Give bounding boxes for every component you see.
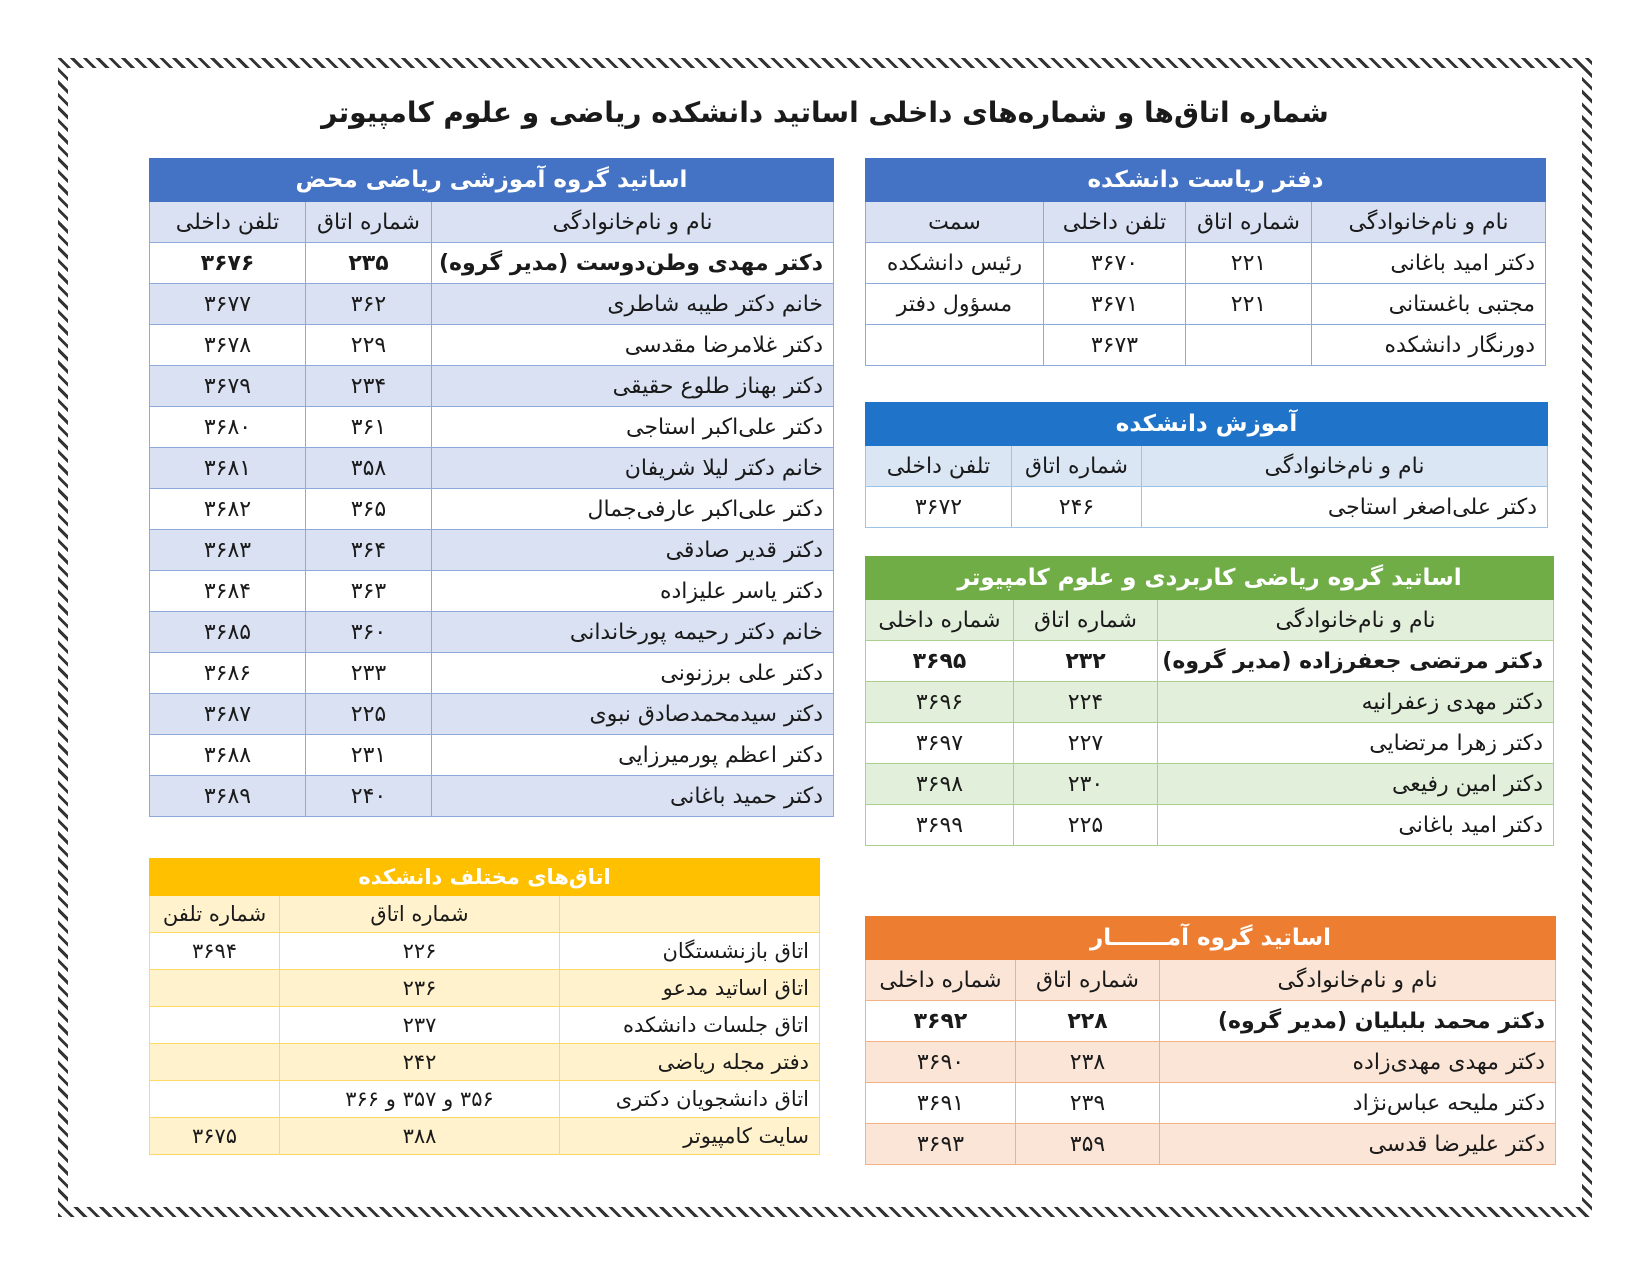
cell-phone: ۳۶۹۶ [865,682,1013,723]
cell-name: خانم دکتر رحیمه پورخاندانی [432,612,834,653]
cell-room: ۲۳۵ [306,243,432,284]
table-row [150,1044,820,1081]
cell-phone: ۳۶۷۳ [1044,325,1186,366]
cell-name: دکتر مهدی وطن‌دوست (مدیر گروه) [432,243,834,284]
cell-name: دکتر غلامرضا مقدسی [432,325,834,366]
cell-room: ۳۶۳ [306,571,432,612]
cell-room: ۳۸۸ [280,1118,560,1155]
table-row [150,243,834,284]
cell-phone: ۳۶۸۵ [150,612,306,653]
table-row [150,776,834,817]
table-row [150,694,834,735]
table-row [150,933,820,970]
cell-name: دکتر علی‌اصغر استاجی [1142,487,1548,528]
cell-phone: ۳۶۸۰ [150,407,306,448]
cell-position: رئیس دانشکده [865,243,1043,284]
cell-room: ۲۳۷ [280,1007,560,1044]
cell-phone: ۳۶۸۳ [150,530,306,571]
cell-phone: ۳۶۷۵ [150,1118,280,1155]
cell-phone: ۳۶۸۶ [150,653,306,694]
table-row [150,653,834,694]
table-row [150,612,834,653]
column-header: نام و نام‌خانوادگی [1158,600,1554,641]
cell-room: ۲۲۷ [1014,723,1158,764]
cell-phone: ۳۶۹۲ [865,1001,1015,1042]
table-row [865,723,1553,764]
table-row [865,682,1553,723]
table-title: اتاق‌های مختلف دانشکده [150,859,820,896]
cell-room-name: اتاق دانشجویان دکتری [560,1081,820,1118]
cell-room: ۲۲۱ [1186,284,1312,325]
cell-phone: ۳۶۸۸ [150,735,306,776]
cell-room: ۲۲۱ [1186,243,1312,284]
cell-phone: ۳۶۸۴ [150,571,306,612]
cell-room: ۳۶۵ [306,489,432,530]
table-row [150,1118,820,1155]
cell-phone: ۳۶۹۱ [865,1083,1015,1124]
cell-room: ۲۲۹ [306,325,432,366]
cell-phone: ۳۶۸۲ [150,489,306,530]
table-row [150,1081,820,1118]
cell-phone: ۳۶۹۸ [865,764,1013,805]
column-header: شماره اتاق [1016,960,1160,1001]
column-header: نام و نام‌خانوادگی [1312,202,1546,243]
cell-phone: ۳۶۷۲ [866,487,1012,528]
cell-name: دکتر محمد بلبلیان (مدیر گروه) [1160,1001,1556,1042]
table-row [865,284,1545,325]
cell-name: دکتر علی‌اکبر استاجی [432,407,834,448]
cell-name: دکتر امید باغانی [1312,243,1546,284]
cell-name: دکتر ملیحه عباس‌نژاد [1160,1083,1556,1124]
cell-room: ۲۴۶ [1012,487,1142,528]
table-row [150,489,834,530]
cell-room: ۳۶۱ [306,407,432,448]
table-row [150,284,834,325]
cell-name: دکتر مرتضی جعفرزاده (مدیر گروه) [1158,641,1554,682]
column-header: شماره داخلی [865,960,1015,1001]
cell-phone: ۳۶۸۹ [150,776,306,817]
cell-room-name: اتاق اساتید مدعو [560,970,820,1007]
cell-room: ۲۳۱ [306,735,432,776]
table-title: آموزش دانشکده [866,403,1548,446]
cell-room-name: دفتر مجله ریاضی [560,1044,820,1081]
cell-room: ۲۳۳ [306,653,432,694]
cell-room: ۳۵۸ [306,448,432,489]
cell-phone [150,1044,280,1081]
cell-phone: ۳۶۹۹ [865,805,1013,846]
cell-room: ۳۵۹ [1016,1124,1160,1165]
cell-room: ۲۳۸ [1016,1042,1160,1083]
cell-phone: ۳۶۹۵ [865,641,1013,682]
cell-room: ۲۲۶ [280,933,560,970]
table-row [865,325,1545,366]
cell-room-name: اتاق بازنشستگان [560,933,820,970]
cell-room: ۲۳۹ [1016,1083,1160,1124]
column-header: تلفن داخلی [866,446,1012,487]
column-header: شماره اتاق [1186,202,1312,243]
table-row [865,1042,1555,1083]
cell-phone: ۳۶۷۶ [150,243,306,284]
cell-name: دکتر حمید باغانی [432,776,834,817]
column-header [560,896,820,933]
table-row [865,243,1545,284]
education-office-table [866,402,1548,528]
cell-phone: ۳۶۷۸ [150,325,306,366]
cell-phone: ۳۶۷۹ [150,366,306,407]
rooms-table [150,858,820,1155]
cell-name: دکتر علی برزنونی [432,653,834,694]
table-row [866,487,1548,528]
table-row [865,764,1553,805]
cell-name: دکتر قدیر صادقی [432,530,834,571]
cell-room: ۲۲۵ [306,694,432,735]
cell-name: دکتر مهدی مهدی‌زاده [1160,1042,1556,1083]
table-title: دفتر ریاست دانشکده [865,159,1545,202]
table-row [150,735,834,776]
column-header: شماره اتاق [280,896,560,933]
cell-phone [150,1007,280,1044]
cell-room: ۳۶۴ [306,530,432,571]
table-title: اساتید گروه آموزشی ریاضی محض [150,159,834,202]
cell-name: خانم دکتر لیلا شریفان [432,448,834,489]
cell-phone: ۳۶۹۷ [865,723,1013,764]
page-title: شماره اتاق‌ها و شماره‌های داخلی اساتید دانشکده ریاضی و علوم کامپیوتر [321,96,1329,129]
cell-name: دکتر علیرضا قدسی [1160,1124,1556,1165]
column-header: تلفن داخلی [1044,202,1186,243]
cell-phone [150,970,280,1007]
cell-name: دکتر سیدمحمدصادق نبوی [432,694,834,735]
column-header: شماره اتاق [1014,600,1158,641]
cell-position: مسؤول دفتر [865,284,1043,325]
table-row [865,1083,1555,1124]
cell-phone: ۳۶۷۷ [150,284,306,325]
column-header: سمت [865,202,1043,243]
cell-name: دکتر امین رفیعی [1158,764,1554,805]
cell-room: ۳۵۶ و ۳۵۷ و ۳۶۶ [280,1081,560,1118]
cell-room: ۲۲۵ [1014,805,1158,846]
cell-room: ۲۳۲ [1014,641,1158,682]
table-title: اساتید گروه ریاضی کاربردی و علوم کامپیوتر [865,557,1553,600]
cell-name: دورنگار دانشکده [1312,325,1546,366]
pure-math-table [150,158,834,817]
cell-position [865,325,1043,366]
column-header: شماره تلفن [150,896,280,933]
cell-room: ۲۲۸ [1016,1001,1160,1042]
table-row [150,970,820,1007]
table-row [150,325,834,366]
cell-room: ۲۳۴ [306,366,432,407]
table-row [150,530,834,571]
table-row [865,641,1553,682]
column-header: تلفن داخلی [150,202,306,243]
table-row [150,448,834,489]
column-header: نام و نام‌خانوادگی [432,202,834,243]
cell-room [1186,325,1312,366]
cell-room: ۲۴۲ [280,1044,560,1081]
table-row [150,407,834,448]
cell-room: ۳۶۰ [306,612,432,653]
cell-name: دکتر امید باغانی [1158,805,1554,846]
table-row [865,1001,1555,1042]
column-header: نام و نام‌خانوادگی [1142,446,1548,487]
cell-name: دکتر بهناز طلوع حقیقی [432,366,834,407]
applied-math-table [866,556,1554,846]
table-row [150,1007,820,1044]
cell-room-name: اتاق جلسات دانشکده [560,1007,820,1044]
column-header: شماره اتاق [1012,446,1142,487]
table-title: اساتید گروه آمـــــــار [865,917,1555,960]
cell-room: ۲۲۴ [1014,682,1158,723]
column-header: شماره اتاق [306,202,432,243]
cell-room: ۳۶۲ [306,284,432,325]
cell-phone: ۳۶۷۱ [1044,284,1186,325]
table-row [150,366,834,407]
column-header: نام و نام‌خانوادگی [1160,960,1556,1001]
cell-phone: ۳۶۹۳ [865,1124,1015,1165]
cell-phone: ۳۶۹۴ [150,933,280,970]
table-row [865,805,1553,846]
cell-phone: ۳۶۸۱ [150,448,306,489]
cell-name: دکتر علی‌اکبر عارفی‌جمال [432,489,834,530]
cell-name: دکتر زهرا مرتضایی [1158,723,1554,764]
cell-phone: ۳۶۸۷ [150,694,306,735]
cell-name: خانم دکتر طیبه شاطری [432,284,834,325]
cell-room: ۲۴۰ [306,776,432,817]
cell-name: دکتر اعظم پورمیرزایی [432,735,834,776]
cell-phone: ۳۶۷۰ [1044,243,1186,284]
cell-phone [150,1081,280,1118]
cell-room: ۲۳۶ [280,970,560,1007]
table-row [150,571,834,612]
statistics-table [866,916,1556,1165]
cell-room-name: سایت کامپیوتر [560,1118,820,1155]
table-row [865,1124,1555,1165]
cell-phone: ۳۶۹۰ [865,1042,1015,1083]
cell-room: ۲۳۰ [1014,764,1158,805]
cell-name: دکتر مهدی زعفرانیه [1158,682,1554,723]
column-header: شماره داخلی [865,600,1013,641]
cell-name: مجتبی باغستانی [1312,284,1546,325]
cell-name: دکتر یاسر علیزاده [432,571,834,612]
dean-office-table [866,158,1546,366]
